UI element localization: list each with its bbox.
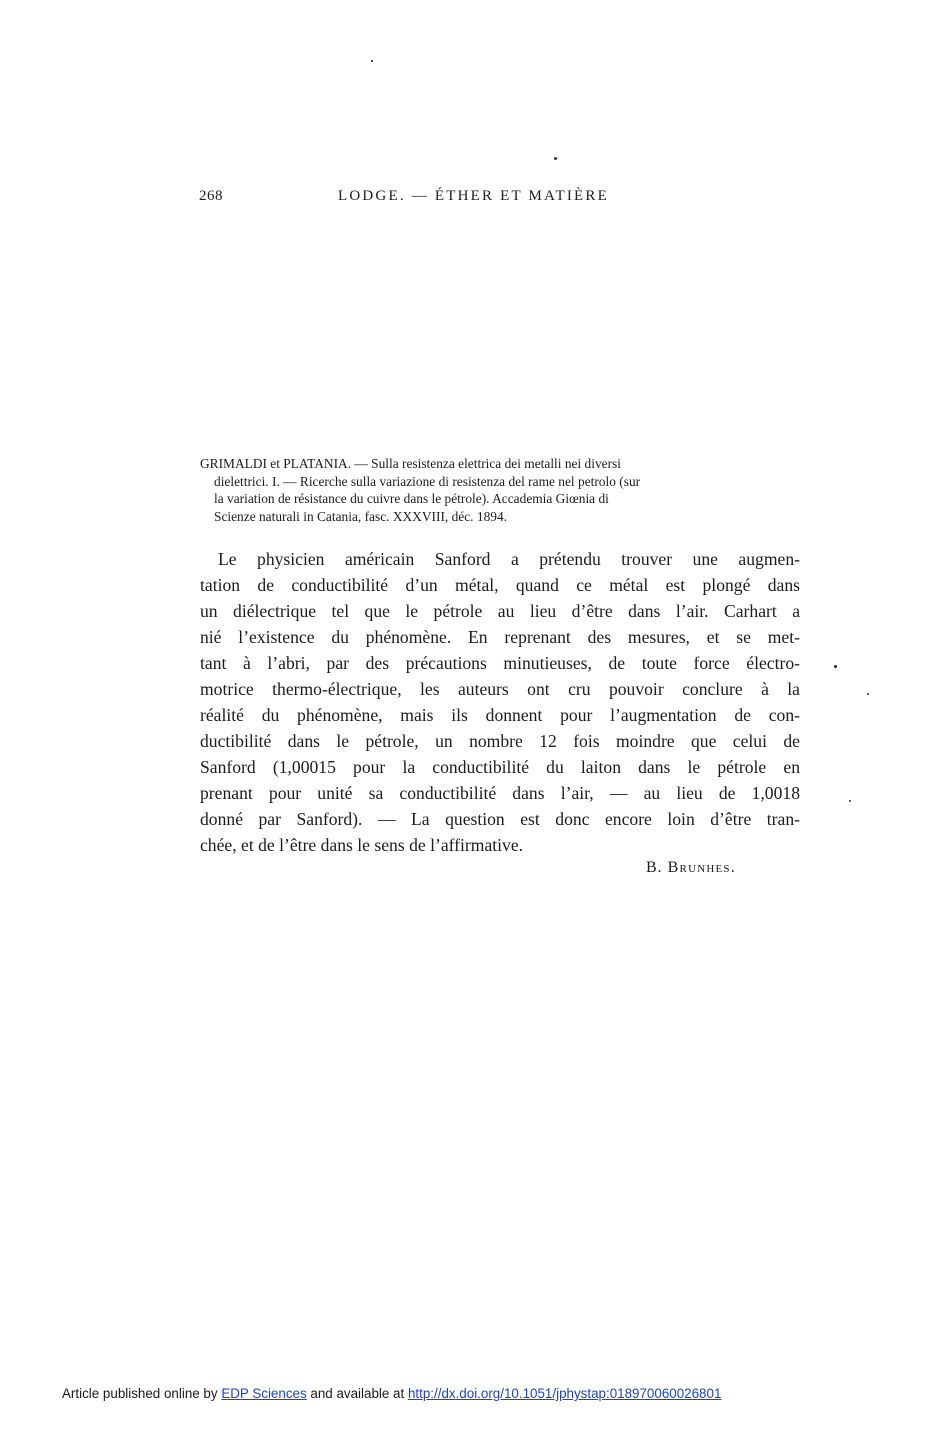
page-number: 268	[199, 188, 223, 204]
citation-line: Scienze naturali in Catania, fasc. XXXVIII, déc. 1894.	[214, 508, 507, 524]
scan-speck	[554, 157, 557, 160]
bibliographic-reference	[200, 455, 800, 525]
publisher-link[interactable]: EDP Sciences	[221, 1386, 307, 1401]
abstract-line: réalité du phénomène, mais ils donnent pour l’augmentation de con-	[200, 705, 800, 725]
author-signature	[646, 859, 736, 877]
abstract-line: un diélectrique tel que le pétrole au lieu d’être dans l’air. Carhart a	[200, 601, 800, 621]
signature-surname: Brunhes.	[667, 859, 736, 876]
footer-prefix: Article published online by	[62, 1386, 218, 1401]
abstract-line: Le physicien américain Sanford a prétendu trouver une augmen-	[218, 549, 800, 569]
abstract-paragraph	[200, 546, 800, 858]
scan-speck	[867, 693, 869, 695]
abstract-line: ductibilité dans le pétrole, un nombre 12 fois moindre que celui de	[200, 731, 800, 751]
abstract-line: prenant pour unité sa conductibilité dans l’air, — au lieu de 1,0018	[200, 783, 800, 803]
scan-speck	[849, 800, 851, 802]
scan-speck	[834, 665, 837, 668]
page-header	[199, 188, 659, 210]
signature-initial: B.	[646, 859, 663, 876]
abstract-line: nié l’existence du phénomène. En reprenant des mesures, et se met-	[200, 627, 800, 647]
abstract-line: motrice thermo-électrique, les auteurs ont cru pouvoir conclure à la	[200, 679, 800, 699]
abstract-line: chée, et de l’être dans le sens de l’affirmative.	[200, 835, 524, 855]
publication-footer	[62, 1386, 721, 1401]
citation-line: GRIMALDI et PLATANIA. — Sulla resistenza elettrica dei metalli nei diversi	[200, 456, 621, 471]
doi-link[interactable]: http://dx.doi.org/10.1051/jphystap:018970060026801	[407, 1386, 722, 1401]
citation-line: la variation de résistance du cuivre dans le pétrole). Accademia Giœnia di	[214, 491, 609, 507]
abstract-line: donné par Sanford). — La question est donc encore loin d’être tran-	[200, 809, 800, 829]
abstract-line: tant à l’abri, par des précautions minutieuses, de toute force électro-	[200, 653, 800, 673]
footer-middle: and available at	[310, 1386, 405, 1401]
scan-speck	[371, 60, 373, 62]
abstract-line: Sanford (1,00015 pour la conductibilité du laiton dans le pétrole en	[200, 757, 800, 777]
running-title: LODGE. — ÉTHER ET MATIÈRE	[338, 188, 609, 204]
abstract-line: tation de conductibilité d’un métal, quand ce métal est plongé dans	[200, 575, 800, 595]
citation-line: dielettrici. I. — Ricerche sulla variazione di resistenza del rame nel petrolo (sur	[214, 473, 641, 489]
